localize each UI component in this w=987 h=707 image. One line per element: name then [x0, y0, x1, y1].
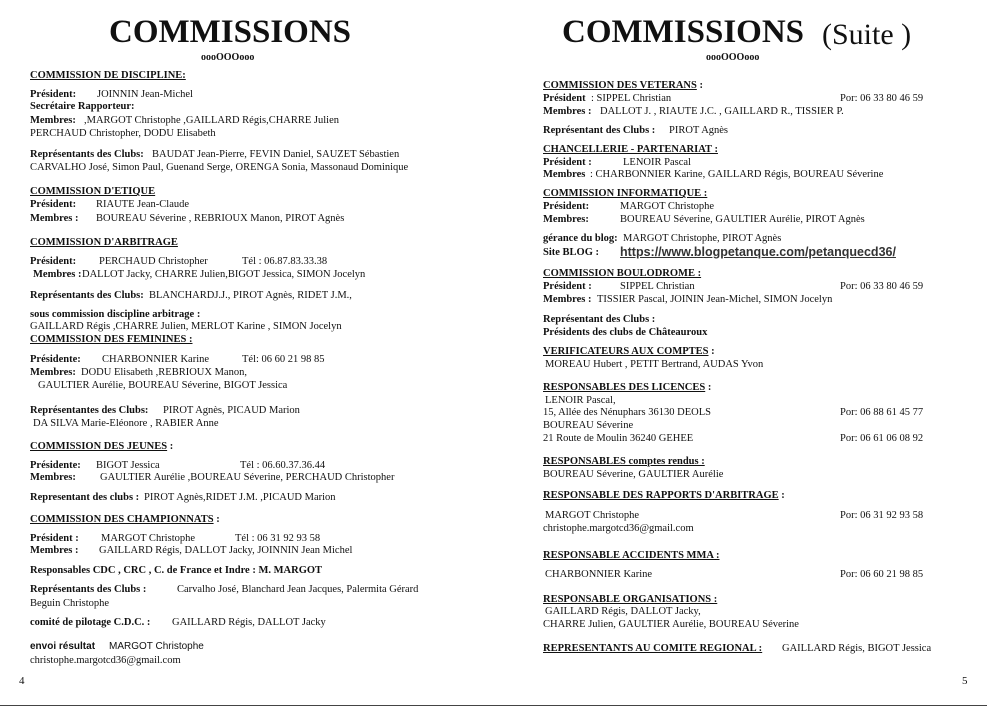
licences-heading: RESPONSABLES DES LICENCES — [543, 382, 706, 393]
boulodrome-president: SIPPEL Christian — [620, 281, 695, 292]
jeunes-membres: GAULTIER Aurélie ,BOUREAU Séverine, PERCHAUD Christopher — [100, 472, 395, 483]
regional-names: GAILLARD Régis, BIGOT Jessica — [782, 643, 932, 654]
discipline-rep-2: CARVALHO José, Simon Paul, Guenand Serge, ORENGA Sonia, Massonaud Dominique — [30, 162, 409, 173]
feminines-presidente-label: Présidente: — [30, 354, 81, 365]
discipline-membres-2: PERCHAUD Christopher, DODU Elisabeth — [30, 128, 216, 139]
jeunes-heading: COMMISSION DES JEUNES — [30, 441, 168, 452]
discipline-secretaire-label: Secrétaire Rapporteur: — [30, 101, 135, 112]
blog-link[interactable]: https://www.blogpetanque.com/petanquecd36/ — [620, 245, 896, 259]
discipline-president: JOINNIN Jean-Michel — [97, 89, 193, 100]
championnats-email[interactable]: christophe.margotcd36@gmail.com — [30, 655, 181, 666]
jeunes-presidente: BIGOT Jessica — [96, 460, 160, 471]
feminines-rep-label: Représentantes des Clubs: — [30, 405, 149, 416]
chancellerie-membres: : CHARBONNIER Karine, GAILLARD Régis, BOUREAU Séverine — [590, 169, 884, 180]
licences-heading-tail: : — [705, 382, 712, 393]
etique-president-label: Président: — [30, 199, 77, 210]
discipline-membres-label: Membres: — [30, 115, 76, 126]
accidents-name: CHARBONNIER Karine — [545, 569, 653, 580]
jeunes-rep: PIROT Agnès,RIDET J.M. ,PICAUD Marion — [144, 492, 336, 503]
informatique-president: MARGOT Christophe — [620, 201, 715, 212]
feminines-membres-label: Membres: — [30, 367, 76, 378]
regional-heading: REPRESENTANTS AU COMITE REGIONAL : — [543, 643, 763, 654]
championnats-comite: GAILLARD Régis, DALLOT Jacky — [172, 617, 326, 628]
arbitrage-tel: Tél : 06.87.83.33.38 — [242, 256, 328, 267]
organisations-heading: RESPONSABLE ORGANISATIONS : — [543, 594, 718, 605]
etique-membres-label: Membres : — [30, 213, 79, 224]
veterans-membres-label: Membres : — [543, 106, 592, 117]
championnats-membres-label: Membres : — [30, 545, 79, 556]
jeunes-rep-label: Representant des clubs : — [30, 492, 140, 503]
championnats-rep-1: Carvalho José, Blanchard Jean Jacques, Palermita Gérard — [177, 584, 419, 595]
championnats-responsables: Responsables CDC , CRC , C. de France et Indre : M. MARGOT — [30, 565, 323, 576]
informatique-gerance: MARGOT Christophe, PIROT Agnès — [623, 233, 782, 244]
arbitrage-president: PERCHAUD Christopher — [99, 256, 208, 267]
championnats-heading-line — [30, 514, 220, 526]
accidents-por: Por: 06 60 21 98 85 — [840, 569, 924, 580]
page-title-right: COMMISSIONS — [562, 14, 805, 50]
veterans-membres: DALLOT J. , RIAUTE J.C. , GAILLARD R., TISSIER P. — [600, 106, 844, 117]
veterans-heading-tail: : — [696, 80, 703, 91]
arbitrage-rep: BLANCHARDJ.J., PIROT Agnès, RIDET J.M., — [149, 290, 352, 301]
licences-heading-line — [543, 382, 711, 394]
rapports-name: MARGOT Christophe — [545, 510, 640, 521]
informatique-membres: BOUREAU Séverine, GAULTIER Aurélie, PIROT Agnès — [620, 214, 865, 225]
comptes-rendus-names: BOUREAU Séverine, GAULTIER Aurélie — [543, 469, 724, 480]
championnats-president-label: Président : — [30, 533, 79, 544]
championnats-comite-label: comité de pilotage C.D.C. : — [30, 617, 151, 628]
discipline-heading: COMMISSION DE DISCIPLINE: — [30, 70, 186, 81]
discipline-president-label: Président: — [30, 89, 77, 100]
boulodrome-rep-label: Représentant des Clubs : — [543, 314, 656, 325]
championnats-rep-label: Représentants des Clubs : — [30, 584, 147, 595]
jeunes-presidente-label: Présidente: — [30, 460, 81, 471]
jeunes-heading-line — [30, 441, 173, 453]
arbitrage-sous: GAILLARD Régis ,CHARRE Julien, MERLOT Karine , SIMON Jocelyn — [30, 321, 342, 332]
jeunes-tel: Tél : 06.60.37.36.44 — [240, 460, 326, 471]
chancellerie-heading: CHANCELLERIE - PARTENARIAT : — [543, 144, 718, 155]
discipline-rep-label: Représentants des Clubs: — [30, 149, 144, 160]
chancellerie-president: LENOIR Pascal — [623, 157, 691, 168]
page-title-suffix: (Suite ) — [822, 18, 912, 51]
licences-address-2: 21 Route de Moulin 36240 GEHEE — [543, 433, 694, 444]
rapports-email[interactable]: christophe.margotcd36@gmail.com — [543, 523, 694, 534]
boulodrome-presidents-clubs: Présidents des clubs de Châteauroux — [543, 327, 708, 338]
licences-por-2: Por: 06 61 06 08 92 — [840, 433, 924, 444]
arbitrage-sous-label: sous commission discipline arbitrage : — [30, 309, 201, 320]
page-title-left: COMMISSIONS — [109, 14, 352, 50]
arbitrage-membres: DALLOT Jacky, CHARRE Julien,BIGOT Jessica, SIMON Jocelyn — [82, 269, 366, 280]
boulodrome-president-label: Président : — [543, 281, 592, 292]
jeunes-membres-label: Membres: — [30, 472, 76, 483]
championnats-heading: COMMISSION DES CHAMPIONNATS — [30, 514, 214, 525]
chancellerie-membres-label: Membres — [543, 169, 586, 180]
veterans-rep-label: Représentant des Clubs : — [543, 125, 656, 136]
feminines-rep-1: PIROT Agnès, PICAUD Marion — [163, 405, 300, 416]
jeunes-heading-tail: : — [167, 441, 174, 452]
discipline-membres-1: ,MARGOT Christophe ,GAILLARD Régis,CHARRE Julien — [84, 115, 340, 126]
feminines-heading: COMMISSION DES FEMININES : — [30, 334, 193, 345]
organisations-names-2: CHARRE Julien, GAULTIER Aurélie, BOUREAU Séverine — [543, 619, 799, 630]
verificateurs-heading: VERIFICATEURS AUX COMPTES — [543, 346, 709, 357]
comptes-rendus-heading: RESPONSABLES comptes rendus : — [543, 456, 705, 467]
informatique-president-label: Président: — [543, 201, 590, 212]
feminines-rep-2: DA SILVA Marie-Eléonore , RABIER Anne — [33, 418, 219, 429]
organisations-names-1: GAILLARD Régis, DALLOT Jacky, — [545, 606, 701, 617]
championnats-rep-2: Beguin Christophe — [30, 598, 110, 609]
championnats-president: MARGOT Christophe — [101, 533, 196, 544]
bottom-divider — [0, 705, 987, 706]
championnats-envoi-label: envoi résultat — [30, 641, 96, 652]
boulodrome-membres-label: Membres : — [543, 294, 592, 305]
page-number-left: 4 — [19, 675, 25, 687]
informatique-membres-label: Membres: — [543, 214, 589, 225]
veterans-rep: PIROT Agnès — [669, 125, 729, 136]
page-number-right: 5 — [962, 675, 968, 687]
rapports-por: Por: 06 31 92 93 58 — [840, 510, 924, 521]
licences-address-1: 15, Allée des Nénuphars 36130 DEOLS — [543, 407, 711, 418]
arbitrage-membres-label: Membres : — [33, 269, 82, 280]
rapports-heading: RESPONSABLE DES RAPPORTS D'ARBITRAGE — [543, 490, 779, 501]
verificateurs-heading-line — [543, 346, 715, 358]
veterans-president-label: Président — [543, 93, 586, 104]
veterans-heading-line — [543, 80, 703, 92]
championnats-heading-tail: : — [213, 514, 220, 525]
informatique-heading: COMMISSION INFORMATIQUE : — [543, 188, 708, 199]
chancellerie-president-label: Président : — [543, 157, 592, 168]
informatique-gerance-label: gérance du blog: — [543, 233, 618, 244]
licences-name-1: LENOIR Pascal, — [545, 395, 616, 406]
feminines-tel: Tél: 06 60 21 98 85 — [242, 354, 325, 365]
boulodrome-membres: TISSIER Pascal, JOININ Jean-Michel, SIMON Jocelyn — [597, 294, 833, 305]
arbitrage-rep-label: Représentants des Clubs: — [30, 290, 144, 301]
verificateurs-heading-tail: : — [708, 346, 715, 357]
discipline-rep-1: BAUDAT Jean-Pierre, FEVIN Daniel, SAUZET Sébastien — [152, 149, 400, 160]
feminines-membres-2: GAULTIER Aurélie, BOUREAU Séverine, BIGOT Jessica — [38, 380, 288, 391]
championnats-tel: Tél : 06 31 92 93 58 — [235, 533, 321, 544]
arbitrage-heading: COMMISSION D'ARBITRAGE — [30, 237, 178, 248]
championnats-envoi: MARGOT Christophe — [109, 641, 204, 652]
veterans-por: Por: 06 33 80 46 59 — [840, 93, 924, 104]
informatique-blog-label: Site BLOG : — [543, 247, 600, 258]
boulodrome-heading: COMMISSION BOULODROME : — [543, 268, 702, 279]
etique-president: RIAUTE Jean-Claude — [96, 199, 190, 210]
boulodrome-por: Por: 06 33 80 46 59 — [840, 281, 924, 292]
licences-por-1: Por: 06 88 61 45 77 — [840, 407, 924, 418]
veterans-president: : SIPPEL Christian — [591, 93, 672, 104]
championnats-membres: GAILLARD Régis, DALLOT Jacky, JOINNIN Jean Michel — [99, 545, 353, 556]
title-ornament-left: oooOOOooo — [201, 52, 255, 63]
arbitrage-president-label: Président: — [30, 256, 77, 267]
feminines-membres-1: DODU Elisabeth ,REBRIOUX Manon, — [81, 367, 247, 378]
licences-name-2: BOUREAU Séverine — [543, 420, 634, 431]
rapports-heading-line — [543, 490, 785, 502]
veterans-heading: COMMISSION DES VETERANS — [543, 80, 697, 91]
etique-membres: BOUREAU Séverine , REBRIOUX Manon, PIROT Agnès — [96, 213, 345, 224]
rapports-heading-tail: : — [778, 490, 785, 501]
accidents-heading: RESPONSABLE ACCIDENTS MMA : — [543, 550, 720, 561]
title-ornament-right: oooOOOooo — [706, 52, 760, 63]
etique-heading: COMMISSION D'ETIQUE — [30, 186, 156, 197]
verificateurs-names: MOREAU Hubert , PETIT Bertrand, AUDAS Yvon — [545, 359, 764, 370]
feminines-presidente: CHARBONNIER Karine — [102, 354, 210, 365]
